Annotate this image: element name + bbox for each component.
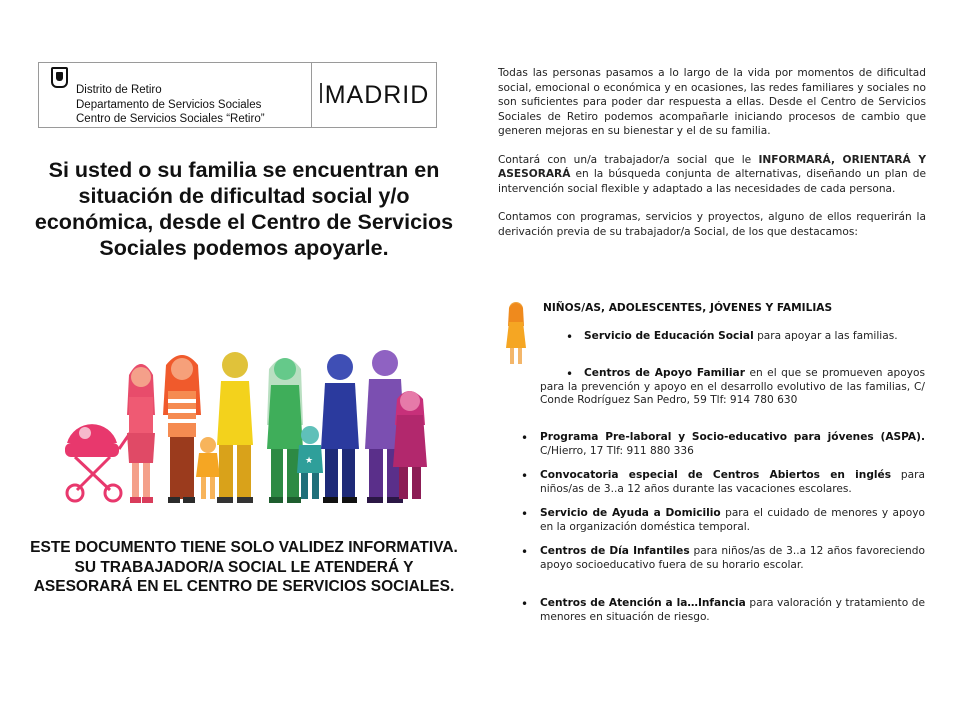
bullet: •	[521, 507, 529, 521]
intro-p2-bold: INFORMARÁ, ORIENTARÁ Y ASESORARÁ	[498, 153, 926, 180]
intro-paragraph-2	[498, 153, 926, 197]
madrid-logo	[312, 63, 436, 127]
intro-p2-start: Contará con un/a trabajador/a social que le	[498, 153, 759, 166]
item-text: C/Hierro, 17 Tlf: 911 880 336	[540, 444, 694, 457]
center-name: Centro de Servicios Sociales “Retiro”	[76, 113, 265, 125]
item-title: Centros de Día Infantiles	[540, 545, 690, 557]
bullet: •	[521, 469, 529, 483]
item-text: para apoyar a las familias.	[753, 330, 898, 342]
intro-paragraph-3: Contamos con programas, servicios y proyectos, alguno de ellos requerirán la derivación previa de su trabajador/a Social, de los que destacamos:	[498, 211, 926, 238]
person-blue	[321, 354, 359, 503]
intro-text	[498, 66, 926, 253]
person-child-yellow	[196, 437, 220, 499]
item-text: en el que se promueven apoyos para la prevención y apoyo en el desarrollo evolutivo de las familias, C/ Conde Rodríguez San Pedro, 59 Tlf: 914 780 630	[540, 367, 925, 406]
intro-p2-end: en la búsqueda conjunta de alternativas, diseñando un plan de intervención social flexible y adaptado a las necesidades de cada persona.	[498, 168, 926, 195]
item-title: Servicio de Ayuda a Domicilio	[540, 507, 721, 519]
item-text: para el cuidado de menores y apoyo en la organización doméstica temporal.	[540, 507, 925, 533]
list-item	[540, 431, 925, 458]
stroller-icon	[65, 423, 137, 501]
header-district-info	[39, 63, 312, 127]
madrid-wordmark: MADRID	[324, 80, 430, 109]
header-box	[38, 62, 437, 128]
bullet: •	[566, 367, 574, 381]
family-illustration	[55, 345, 450, 510]
item-text: para valoración y tratamiento de menores en situación de riesgo.	[540, 597, 925, 623]
item-title: Programa Pre-laboral y Socio-educativo para jóvenes (ASPA).	[540, 431, 925, 443]
district-name: Distrito de Retiro	[76, 84, 162, 96]
bullet: •	[521, 597, 529, 611]
item-title: Servicio de Educación Social	[584, 330, 754, 342]
intro-paragraph-1: Todas las personas pasamos a lo largo de la vida por momentos de dificultad social, emocional o económica y en ocasiones, las redes familiares y sociales no son suficientes para poder dar respuesta a ellas. Desde el Centro de Servicios Sociales de Retiro podemos acompañarle iniciando procesos de cambio que generen mejoras en su bienestar y el de su familia.	[498, 67, 926, 137]
disclaimer: ESTE DOCUMENTO TIENE SOLO VALIDEZ INFORMATIVA. SU TRABAJADOR/A SOCIAL LE ATENDERÁ Y ASESORARÁ EN EL CENTRO DE SERVICIOS SOCIALES.	[30, 539, 458, 595]
logo-bar	[320, 83, 322, 103]
header-lines	[76, 83, 265, 127]
list-item	[540, 545, 925, 572]
person-yellow	[217, 352, 253, 503]
person-orange	[163, 355, 201, 503]
svg-text:★: ★	[305, 456, 314, 466]
item-text: para niños/as de 3..a 12 años favoreciendo apoyo socioeducativo fuera de su horario escolar.	[540, 545, 925, 571]
department-name: Departamento de Servicios Sociales	[76, 98, 262, 111]
section-title: NIÑOS/AS, ADOLESCENTES, JÓVENES Y FAMILIAS	[543, 302, 833, 314]
list-item	[584, 330, 924, 344]
item-title: Centros de Apoyo Familiar	[584, 367, 745, 379]
item-text: para niños/as de 3..a 12 años durante las vacaciones escolares.	[540, 469, 925, 495]
madrid-crest-icon	[51, 67, 68, 88]
person-pink	[127, 364, 155, 503]
bullet: •	[521, 545, 529, 559]
girl-icon	[503, 298, 529, 368]
headline: Si usted o su familia se encuentran en situación de dificultad social y/o económica, desde el Centro de Servicios Sociales podemos apoyarle.	[34, 158, 454, 260]
person-green	[267, 358, 303, 503]
list-item	[540, 469, 925, 496]
bullet: •	[566, 330, 574, 344]
list-item	[540, 507, 925, 534]
bullet: •	[521, 431, 529, 445]
item-title: Centros de Atención a la…Infancia	[540, 597, 746, 609]
list-item	[540, 597, 925, 624]
item-title: Convocatoria especial de Centros Abiertos en inglés	[540, 469, 892, 481]
list-item	[540, 367, 925, 408]
